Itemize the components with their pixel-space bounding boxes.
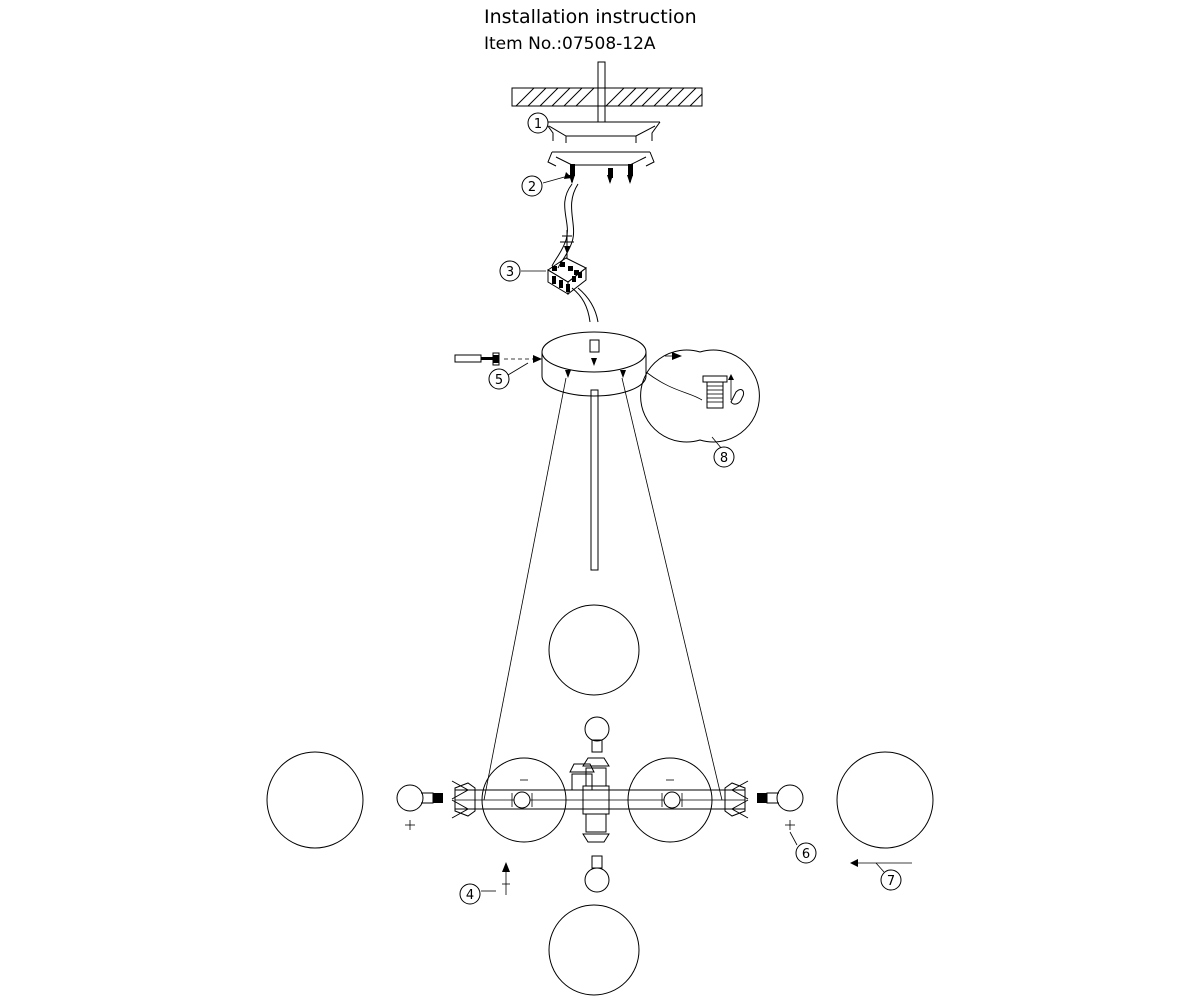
callout-4-arrow <box>481 862 510 895</box>
callout-label-3: 3 <box>505 265 515 280</box>
callout-marker-7 <box>881 870 901 890</box>
callout-marker-4 <box>460 884 480 904</box>
callout-label-7: 7 <box>886 874 896 889</box>
callout-label-4: 4 <box>465 888 475 903</box>
bulbs-group <box>397 717 803 892</box>
callout-2-leader <box>543 172 572 183</box>
callout-7-arrow <box>850 859 912 872</box>
chandelier-body <box>267 378 933 995</box>
wiring-group <box>552 184 598 322</box>
callout-marker-1 <box>528 113 548 133</box>
callout-marker-8 <box>714 447 734 467</box>
callout-label-6: 6 <box>801 847 811 862</box>
item-number: Item No.:07508-12A <box>484 33 656 54</box>
callout-marker-6 <box>796 843 816 863</box>
callout-marker-2 <box>522 176 542 196</box>
callout-label-8: 8 <box>719 451 729 466</box>
callout-label-5: 5 <box>494 373 504 388</box>
callout-6-leader <box>790 832 797 845</box>
callout-marker-5 <box>489 369 509 389</box>
page-title: Installation instruction <box>484 6 697 28</box>
callout-markers <box>460 113 901 904</box>
callout-marker-3 <box>500 261 520 281</box>
callout-label-2: 2 <box>527 180 537 195</box>
ceiling-canopy <box>542 332 646 570</box>
detail-bubble-8 <box>641 350 760 449</box>
callout-label-1: 1 <box>533 117 543 132</box>
